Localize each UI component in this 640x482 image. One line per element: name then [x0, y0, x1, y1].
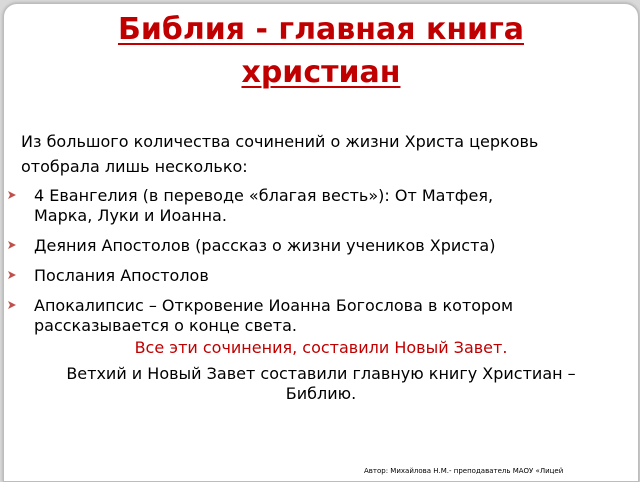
title-line-1: Библия - главная книга	[117, 12, 524, 47]
intro-text	[21, 129, 621, 179]
list-item-text: 4 Евангелия (в переводе «благая весть»): От Матфея,	[34, 186, 494, 205]
bullet-arrow-icon	[8, 301, 16, 309]
list-item-text: Марка, Луки и Иоанна.	[34, 206, 227, 225]
conclusion-text	[24, 364, 618, 404]
bullet-list	[4, 186, 638, 346]
list-item	[4, 266, 638, 286]
intro-line-2: отобрала лишь несколько:	[21, 157, 248, 176]
title-line-2: христиан	[241, 55, 401, 90]
new-testament-statement: Все эти сочинения, составили Новый Завет.	[134, 338, 508, 357]
list-item	[4, 186, 638, 226]
list-item-text: рассказывается о конце света.	[34, 316, 297, 335]
intro-line-1: Из большого количества сочинений о жизни Христа церковь	[21, 132, 539, 151]
author-credit: Автор: Михайлова Н.М.- преподаватель МАОУ «Лицей	[364, 467, 564, 475]
conclusion-line-2: Библию.	[285, 384, 357, 403]
list-item	[4, 236, 638, 256]
list-item-text: Апокалипсис – Откровение Иоанна Богослова в котором	[34, 296, 514, 315]
list-item	[4, 296, 638, 336]
bullet-arrow-icon	[8, 241, 16, 249]
slide	[3, 3, 639, 482]
bullet-arrow-icon	[8, 191, 16, 199]
conclusion-line-1: Ветхий и Новый Завет составили главную книгу Христиан –	[66, 364, 576, 383]
list-item-text: Послания Апостолов	[34, 266, 209, 285]
bullet-arrow-icon	[8, 271, 16, 279]
list-item-text: Деяния Апостолов (рассказ о жизни учеников Христа)	[34, 236, 496, 255]
slide-title	[4, 8, 638, 94]
